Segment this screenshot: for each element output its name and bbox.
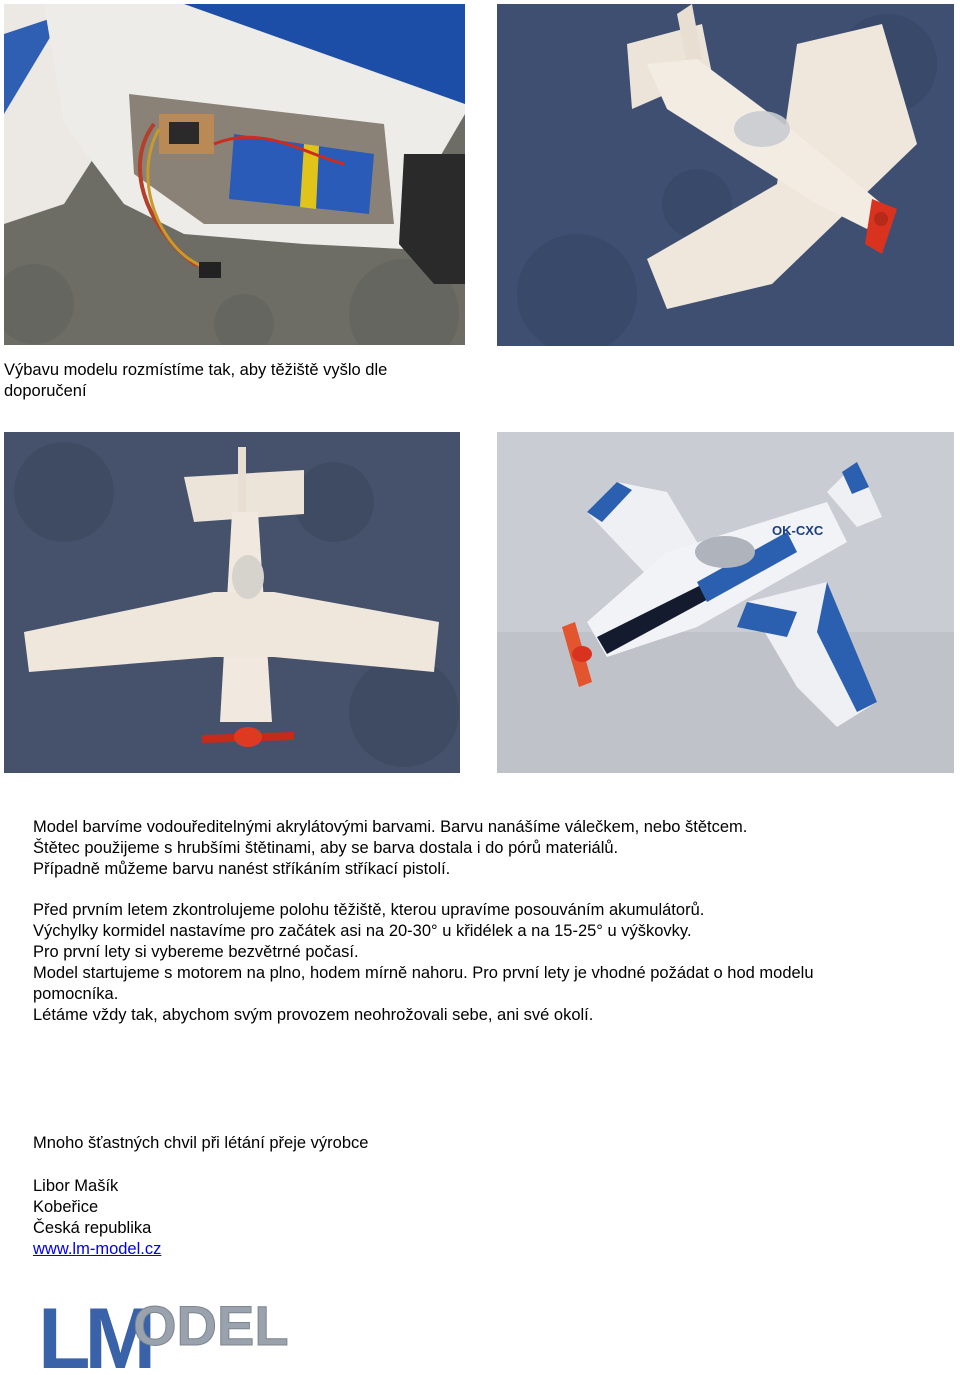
caption-line-1: Výbavu modelu rozmístíme tak, aby těžiště vyšlo dle xyxy=(4,361,388,379)
logo-letters-lm: LM xyxy=(38,1291,151,1370)
closing-wish-text: Mnoho šťastných chvil při létání přeje výrobce xyxy=(33,1134,369,1152)
photo-fuselage-interior xyxy=(4,4,465,345)
flight-line-6: Létáme vždy tak, abychom svým provozem neohrožovali sebe, ani své okolí. xyxy=(33,1006,594,1024)
painting-line-2: Štětec použijeme s hrubšími štětinami, aby se barva dostala i do pórů materiálů. xyxy=(33,839,619,857)
signature-block xyxy=(33,1176,161,1260)
lm-model-logo xyxy=(38,1290,313,1370)
painting-line-1: Model barvíme vodouředitelnými akrylátovými barvami. Barvu nanášíme válečkem, nebo štětcem. xyxy=(33,818,748,836)
flight-line-1: Před prvním letem zkontrolujeme polohu těžiště, kterou upravíme posouváním akumulátorů. xyxy=(33,901,705,919)
website-link[interactable]: www.lm-model.cz xyxy=(33,1240,162,1258)
author-city: Kobeřice xyxy=(33,1198,99,1216)
author-country: Česká republika xyxy=(33,1219,152,1237)
logo-letters-odel: ODEL xyxy=(133,1294,289,1357)
photo-white-model-top xyxy=(4,432,460,773)
painting-paragraph xyxy=(33,817,747,880)
painting-line-3: Případně můžeme barvu nanést stříkáním stříkací pistolí. xyxy=(33,860,451,878)
flight-paragraph xyxy=(33,900,814,1026)
photo-white-model-angled xyxy=(497,4,954,346)
flight-line-3: Pro první lety si vybereme bezvětrné počasí. xyxy=(33,943,359,961)
photo-caption xyxy=(4,360,387,402)
flight-line-5: pomocníka. xyxy=(33,985,119,1003)
author-name: Libor Mašík xyxy=(33,1177,119,1195)
flight-line-2: Výchylky kormidel nastavíme pro začátek asi na 20-30° u křidélek a na 15-25° u výškovky. xyxy=(33,922,692,940)
closing-wish xyxy=(33,1133,368,1154)
photo-painted-model xyxy=(497,432,954,773)
flight-line-4: Model startujeme s motorem na plno, hodem mírně nahoru. Pro první lety je vhodné požádat o hod modelu xyxy=(33,964,814,982)
caption-line-2: doporučení xyxy=(4,382,87,400)
svg-text:OK-CXC: OK-CXC xyxy=(772,523,824,538)
